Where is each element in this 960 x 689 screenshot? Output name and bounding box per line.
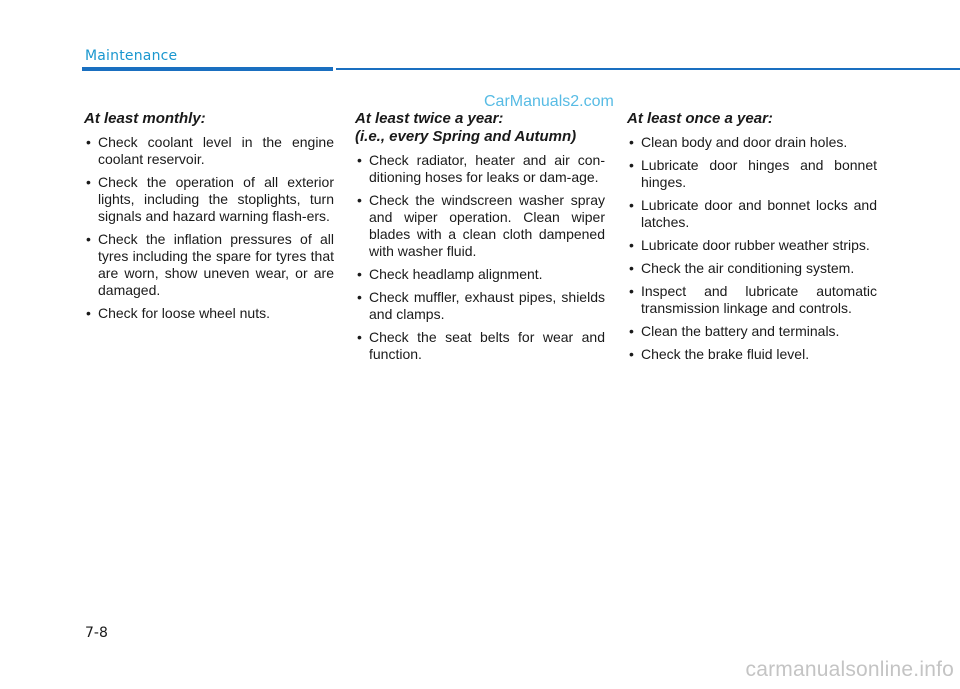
- heading-text: At least once a year:: [627, 110, 773, 127]
- page-number: 7-8: [85, 625, 108, 641]
- list-item: • Check for loose wheel nuts.: [84, 305, 334, 322]
- list-item: • Lubricate door hinges and bonnet hinges.: [627, 157, 877, 191]
- list-item: • Check radiator, heater and air con-ditioning hoses for leaks or dam-age.: [355, 152, 605, 186]
- column-twice-a-year: [355, 110, 605, 369]
- column-heading: [84, 110, 334, 128]
- list-item: • Check coolant level in the engine coolant reservoir.: [84, 134, 334, 168]
- list-item: • Check the air conditioning system.: [627, 260, 877, 277]
- list-item: • Check the seat belts for wear and function.: [355, 329, 605, 363]
- column-heading: [355, 110, 605, 146]
- list-item: • Check muffler, exhaust pipes, shields and clamps.: [355, 289, 605, 323]
- checklist: [355, 152, 605, 363]
- watermark-top[interactable]: CarManuals2.com: [484, 93, 614, 110]
- list-item: • Check headlamp alignment.: [355, 266, 605, 283]
- watermark-bottom[interactable]: carmanualsonline.info: [745, 658, 954, 681]
- section-header: Maintenance: [85, 48, 178, 64]
- checklist: [627, 134, 877, 363]
- heading-text: At least monthly:: [84, 110, 206, 127]
- list-item: • Lubricate door and bonnet locks and latches.: [627, 197, 877, 231]
- header-rule-thin: [336, 68, 960, 70]
- list-item: • Check the windscreen washer spray and wiper operation. Clean wiper blades with a clean cloth dampened with washer fluid.: [355, 192, 605, 260]
- checklist: [84, 134, 334, 322]
- list-item: • Clean the battery and terminals.: [627, 323, 877, 340]
- list-item: • Lubricate door rubber weather strips.: [627, 237, 877, 254]
- header-rule-thick: [82, 67, 333, 71]
- column-once-a-year: [627, 110, 877, 369]
- heading-subtext: (i.e., every Spring and Autumn): [355, 128, 577, 145]
- list-item: • Check the inflation pressures of all tyres including the spare for tyres that are worn, show uneven wear, or are damaged.: [84, 231, 334, 299]
- column-heading: [627, 110, 877, 128]
- list-item: • Check the brake fluid level.: [627, 346, 877, 363]
- list-item: • Check the operation of all exterior lights, including the stoplights, turn signals and hazard warning flash-ers.: [84, 174, 334, 225]
- list-item: • Clean body and door drain holes.: [627, 134, 877, 151]
- column-monthly: [84, 110, 334, 328]
- list-item: • Inspect and lubricate automatic transmission linkage and controls.: [627, 283, 877, 317]
- heading-text: At least twice a year:: [355, 110, 504, 127]
